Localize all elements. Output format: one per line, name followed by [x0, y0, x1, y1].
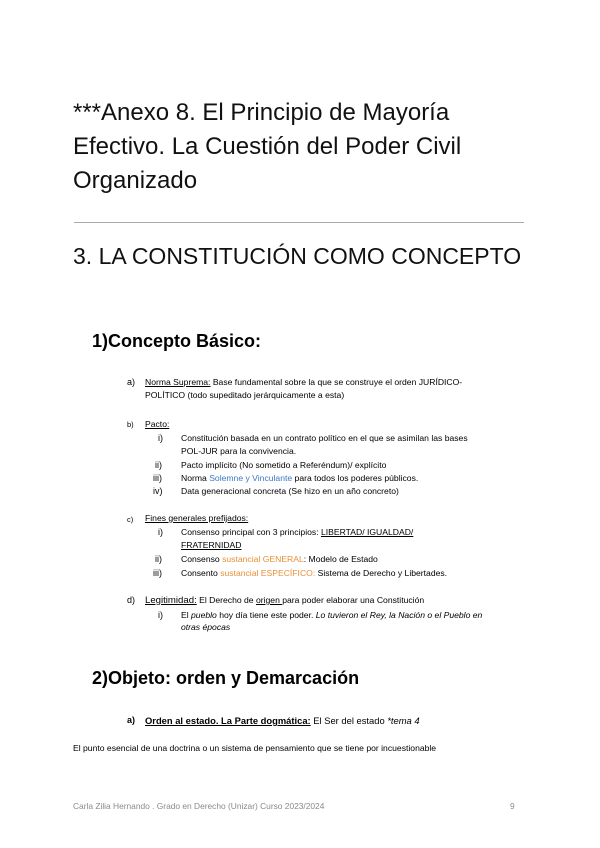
item-pacto [145, 418, 169, 431]
highlight-blue: Solemne y Vinculante [209, 473, 293, 483]
italic-text: *tema 4 [387, 715, 420, 726]
sublist-item [181, 553, 378, 566]
sublist-item: Pacto implícito (No sometido a Referéndum)/ explícito [181, 460, 387, 470]
item-norma-suprema [145, 376, 462, 389]
item-label: Legitimidad: [145, 595, 197, 606]
text-segment: Consenso principal con 3 principios: [181, 527, 321, 537]
underlined-text: FRATERNIDAD [181, 540, 242, 550]
list-marker-d: d) [127, 595, 136, 605]
text-segment: hoy día tiene este poder. [216, 610, 316, 620]
italic-text: pueblo [191, 610, 217, 620]
horizontal-rule [74, 222, 524, 223]
list-marker-c: c) [127, 515, 134, 524]
text-segment: Consento [181, 568, 221, 578]
sublist-marker: ii) [155, 460, 162, 470]
sublist-item-continued: otras épocas [181, 622, 231, 632]
item-label: Norma Suprema: [145, 377, 211, 387]
text-segment: Norma [181, 473, 210, 483]
footer-text: Carla Zilia Hernando . Grado en Derecho (Unizar) Curso 2023/2024 [73, 801, 325, 811]
item-text-continued: POLÍTICO (todo supeditado jerárquicamente a esta) [145, 390, 345, 400]
sublist-marker: iii) [153, 473, 162, 483]
heading-objeto: 2)Objeto: orden y Demarcación [92, 668, 360, 688]
item-legitimidad [145, 594, 424, 607]
text-segment: El [181, 610, 192, 620]
item-label: Orden al estado. La Parte dogmática: [145, 715, 311, 726]
page-number: 9 [510, 801, 515, 811]
item-label: Pacto: [145, 419, 170, 429]
highlight-orange: sustancial GENERAL [222, 554, 304, 564]
sublist-item [181, 567, 447, 580]
item-text: Base fundamental sobre la que se construye el orden JURÍDICO- [212, 377, 463, 387]
italic-text: Lo tuvieron el Rey, la Nación o el Pueblo en [315, 610, 483, 620]
text-segment: Consenso [181, 554, 223, 564]
heading-concepto-basico: 1)Concepto Básico: [92, 331, 262, 351]
list-marker-b: b) [127, 420, 134, 429]
sublist-item [181, 472, 418, 485]
text-segment: para poder elaborar una Constitución [282, 595, 425, 605]
text-segment: para todos los poderes públicos. [292, 473, 419, 483]
item-fines-generales [145, 512, 248, 525]
sublist-item: Constitución basada en un contrato político en el que se asimilan las bases [181, 433, 468, 443]
text-segment: Sistema de Derecho y Libertades. [315, 568, 448, 578]
highlight-orange: sustancial ESPECÍFICO: [220, 568, 316, 578]
sublist-marker: ii) [155, 554, 162, 564]
sublist-marker: i) [158, 433, 163, 443]
body-paragraph: El punto esencial de una doctrina o un sistema de pensamiento que se tiene por incuestionable [73, 743, 437, 753]
sublist-item: Data generacional concreta (Se hizo en un año concreto) [181, 486, 399, 496]
list-marker-a: a) [127, 377, 136, 387]
list-marker-a: a) [127, 715, 136, 725]
sublist-marker: i) [158, 610, 163, 620]
sublist-item-continued: POL-JUR para la convivencia. [181, 446, 297, 456]
underlined-text: LIBERTAD/ IGUALDAD/ [320, 527, 414, 537]
text-segment: : Modelo de Estado [303, 554, 378, 564]
sublist-marker: i) [158, 527, 163, 537]
section-heading: 3. LA CONSTITUCIÓN COMO CONCEPTO [73, 243, 522, 269]
sublist-item [181, 526, 413, 539]
sublist-item-continued [181, 539, 241, 552]
sublist-marker: iii) [153, 568, 162, 578]
sublist-marker: iv) [153, 486, 163, 496]
text-segment: El Ser del estado [310, 715, 388, 726]
document-title: ***Anexo 8. El Principio de Mayoría Efectivo. La Cuestión del Poder Civil Organizado [73, 99, 462, 194]
item-label: Fines generales prefijados: [145, 513, 249, 523]
text-segment: El Derecho de [196, 595, 256, 605]
item-orden-estado [145, 714, 420, 727]
underlined-text: origen [255, 595, 283, 605]
